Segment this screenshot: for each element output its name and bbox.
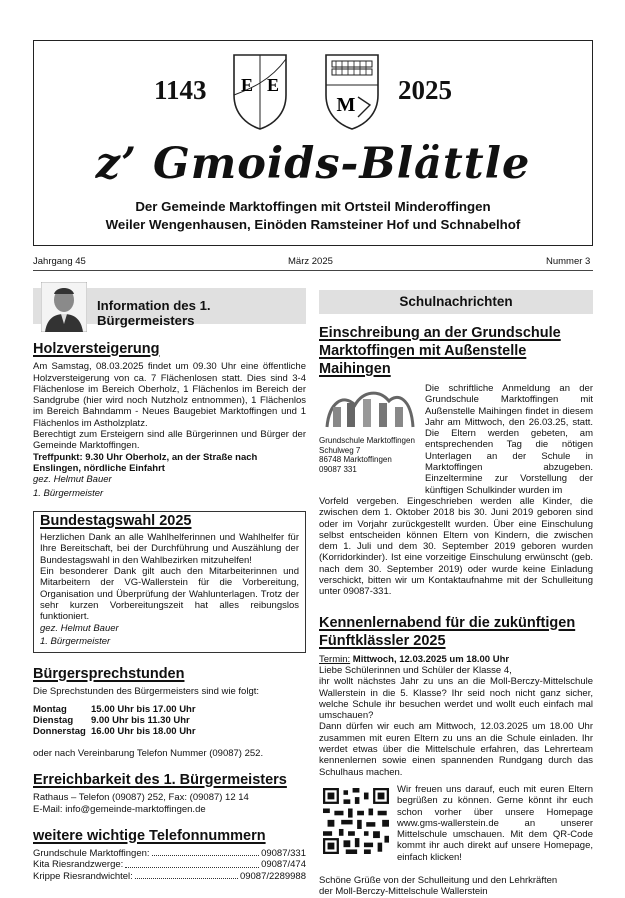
wahl-signature-name: gez. Helmut Bauer (40, 622, 119, 634)
holz-treffpunkt: Treffpunkt: 9.30 Uhr Oberholz, an der Straße nach Enslingen, nördliche Einfahrt (33, 451, 258, 474)
sprech-table (33, 704, 306, 738)
einschreibung-text-full: Vorfeld vergeben. Eingeschrieben werden alle Kinder, die zwischen dem 1. Oktober 2018 bis 30. Juni 2019 geboren sind oder im Vorjahr zurückgestellt wurden. Über eine Einschulung selbst entscheiden können Eltern von Kindern, die zwischen dem 1. Juli und dem 30. September 2019 geboren wurden (Korridorkinder). Ist eine vorzeitige Einschulung erwünscht (geb. nach dem 30. September 2019) oder wurde keine Einladung verschickt, bitten wir um Kontaktaufnahme mit der Schulleitung unter 09087-331. (319, 495, 593, 598)
left-column (33, 288, 306, 882)
einschreibung-text-right: Die schriftliche Anmeldung an der Grundschule Marktoffingen mit Außenstelle Maihingen findet in diesem Jahr am Mittwoch, den 26.03.25, statt. Die Eltern werden gebeten, am entsprechenden Tag die nötigen Unterlagen an der Schule in Marktoffingen abzugeben. Einzeltermine zur Vorstellung der künftigen Schulkinder wurden im (425, 383, 593, 496)
subtitle-line-2: Weiler Wengenhausen, Einöden Ramsteiner Hof und Schnabelhof (105, 217, 521, 232)
sprech-outro: oder nach Vereinbarung Telefon Nummer (09087) 252. (33, 747, 264, 759)
tel-leader (152, 848, 260, 856)
tel-row (33, 848, 306, 859)
kennenlern-text-qr: Wir freuen uns darauf, euch mit euren Eltern begrüßen zu können. Gerne könnt ihr euch schon vorher über unsere Homepage www.gms-wallerstein.de an unserer Mittelschule umschauen. Mit dem QR-Code kommt ihr auch direkt auf unsere Homepage, einfach klicken! (397, 783, 593, 863)
masthead (33, 40, 593, 246)
sprech-time: 9.00 Uhr bis 11.30 Uhr (91, 715, 190, 727)
holz-text: Am Samstag, 08.03.2025 findet um 09.30 Uhr eine öffentliche Holzversteigerung von ca. 7 Flächenlosen statt. Dies sind 3-4 Flächenlose im Bereich Oberholz, 1 Flächenlos im Bereich der Sandgrube (hier wird noch Nutzholz entnommen), 1 Flächenlos im Bereich Bahndamm - Neues Baugebiet Marktoffingen und 1 Flächenlos im Astholzplatz. (33, 361, 306, 429)
tel-leader (135, 871, 238, 879)
tel-label: Krippe Riesrandwichtel: (33, 870, 133, 882)
sprech-intro: Die Sprechstunden des Bürgermeisters sind wie folgt: (33, 686, 260, 698)
tel-label: Kita Riesrandzwerge: (33, 859, 124, 871)
sprech-day: Dienstag (33, 715, 74, 727)
svg-text:M: M (336, 94, 356, 116)
sprech-row (33, 704, 306, 715)
kennenlern-text-2: ihr wollt nächstes Jahr zu uns an die Moll-Berczy-Mittelschule Wallerstein in die 5. Klasse? Ihr seid noch nicht ganz sicher, welche Schule ihr besuchen werdet und wollt euch einfach mal umschauen? (319, 676, 593, 722)
tel-leader (125, 859, 259, 867)
kennenlern-termin (319, 654, 593, 665)
wahl-signature-role: 1. Bürgermeister (40, 635, 111, 647)
erreich-email[interactable]: E-Mail: info@gemeinde-marktoffingen.de (33, 803, 206, 815)
sprech-time: 16.00 Uhr bis 18.00 Uhr (91, 726, 196, 738)
newspaper-title: z’ Gmoids-Blättle (95, 139, 531, 189)
holz-heading: Holzversteigerung (33, 341, 160, 357)
school-logo-icon (319, 383, 419, 431)
tel-row (33, 859, 306, 870)
logo-caption-1: Grundschule Marktoffingen (319, 436, 415, 446)
svg-text:E: E (266, 75, 280, 95)
logo-caption-2: Schulweg 7 (319, 445, 361, 455)
crest-left-icon (230, 51, 290, 131)
mayor-section-header (33, 288, 306, 328)
holz-signature-role: 1. Bürgermeister (33, 487, 104, 499)
tel-number: 09087/2289988 (239, 870, 306, 882)
svg-text:E: E (240, 75, 254, 95)
tel-heading: weitere wichtige Telefonnummern (33, 827, 266, 844)
mayor-section-title: Information des 1. Bürgermeisters (97, 298, 211, 328)
wahl-text-1: Herzlichen Dank an alle Wahlhelferinnen und Wahlhelfer für Ihre Bereitschaft, bei der Durchführung und Auszählung der Bundestagswahl in den Wahlbezirken mitzuhelfen! (40, 532, 299, 566)
qr-code-icon[interactable] (323, 788, 389, 854)
mayor-photo-icon (41, 282, 87, 332)
sprech-row (33, 715, 306, 726)
wahl-box (33, 511, 306, 653)
logo-caption-3: 86748 Marktoffingen (319, 455, 392, 465)
kennenlern-text-3: Dann dürfen wir euch am Mittwoch, 12.03.2025 um 18.00 Uhr zusammen mit euren Eltern zu uns an die Schule einladen. Ihr werdet etwas über die Mittelschule erfahren, das Lehrerteam kennenlernen sowie einen spannenden Rundgang durch das Schulhaus machen. (319, 721, 593, 778)
holz-text-2: Berechtigt zum Ersteigern sind alle Bürgerinnen und Bürger der Gemeinde Marktoffingen. (33, 429, 306, 452)
sprech-day: Montag (33, 703, 67, 715)
sprech-day: Donnerstag (33, 726, 86, 738)
einschreibung-heading-2: Marktoffingen mit Außenstelle Maihingen (319, 343, 527, 377)
tel-label: Grundschule Marktoffingen: (33, 848, 150, 860)
erreich-heading: Erreichbarkeit des 1. Bürgermeisters (33, 771, 287, 788)
sprech-time: 15.00 Uhr bis 17.00 Uhr (91, 703, 196, 715)
issue-date: März 2025 (288, 256, 333, 267)
current-year: 2025 (398, 75, 452, 105)
sprech-heading: Bürgersprechstunden (33, 666, 185, 683)
right-column (319, 290, 593, 898)
kennenlern-heading-1: Kennenlernabend für die zukünftigen (319, 614, 576, 631)
holz-signature-name: gez. Helmut Bauer (33, 474, 112, 486)
tel-row (33, 871, 306, 882)
erreich-phone: Rathaus – Telefon (09087) 252, Fax: (09087) 12 14 (33, 792, 249, 804)
school-section-header: Schulnachrichten (319, 290, 593, 314)
tel-number: 09087/474 (261, 859, 306, 871)
sprech-row (33, 726, 306, 737)
logo-caption-4: 09087 331 (319, 464, 357, 474)
meta-divider (33, 270, 593, 271)
crest-right-icon (322, 51, 382, 131)
tel-list (33, 848, 306, 882)
school-logo (319, 383, 425, 496)
kennenlern-closing-1: Schöne Grüße von der Schulleitung und den Lehrkräften (319, 874, 558, 886)
wahl-heading: Bundestagswahl 2025 (40, 512, 192, 529)
termin-label: Termin: (319, 653, 351, 665)
kennenlern-closing-2: der Moll-Berczy-Mittelschule Wallerstein (319, 886, 488, 898)
wahl-text-2: Ein besonderer Dank gilt auch den Mitarbeiterinnen und Mitarbeitern der VG-Wallerstein für die Vorbereitung, Organisation und Überprüfung der Wahlunterlagen. Trotz der sehr kurzen Vorbereitungszeit hat alles reibungslos funktioniert. (40, 566, 299, 623)
issue-volume: Jahrgang 45 (33, 256, 86, 267)
subtitle-line-1: Der Gemeinde Marktoffingen mit Ortsteil Minderoffingen (135, 199, 491, 214)
kennenlern-text-1: Liebe Schülerinnen und Schüler der Klasse 4, (319, 664, 512, 676)
tel-number: 09087/331 (261, 848, 306, 860)
issue-number: Nummer 3 (546, 256, 591, 267)
founding-year: 1143 (154, 75, 207, 105)
termin-value: Mittwoch, 12.03.2025 um 18.00 Uhr (350, 653, 510, 665)
kennenlern-heading-2: Fünftklässler 2025 (319, 632, 446, 649)
einschreibung-heading-1: Einschreibung an der Grundschule (319, 325, 561, 341)
